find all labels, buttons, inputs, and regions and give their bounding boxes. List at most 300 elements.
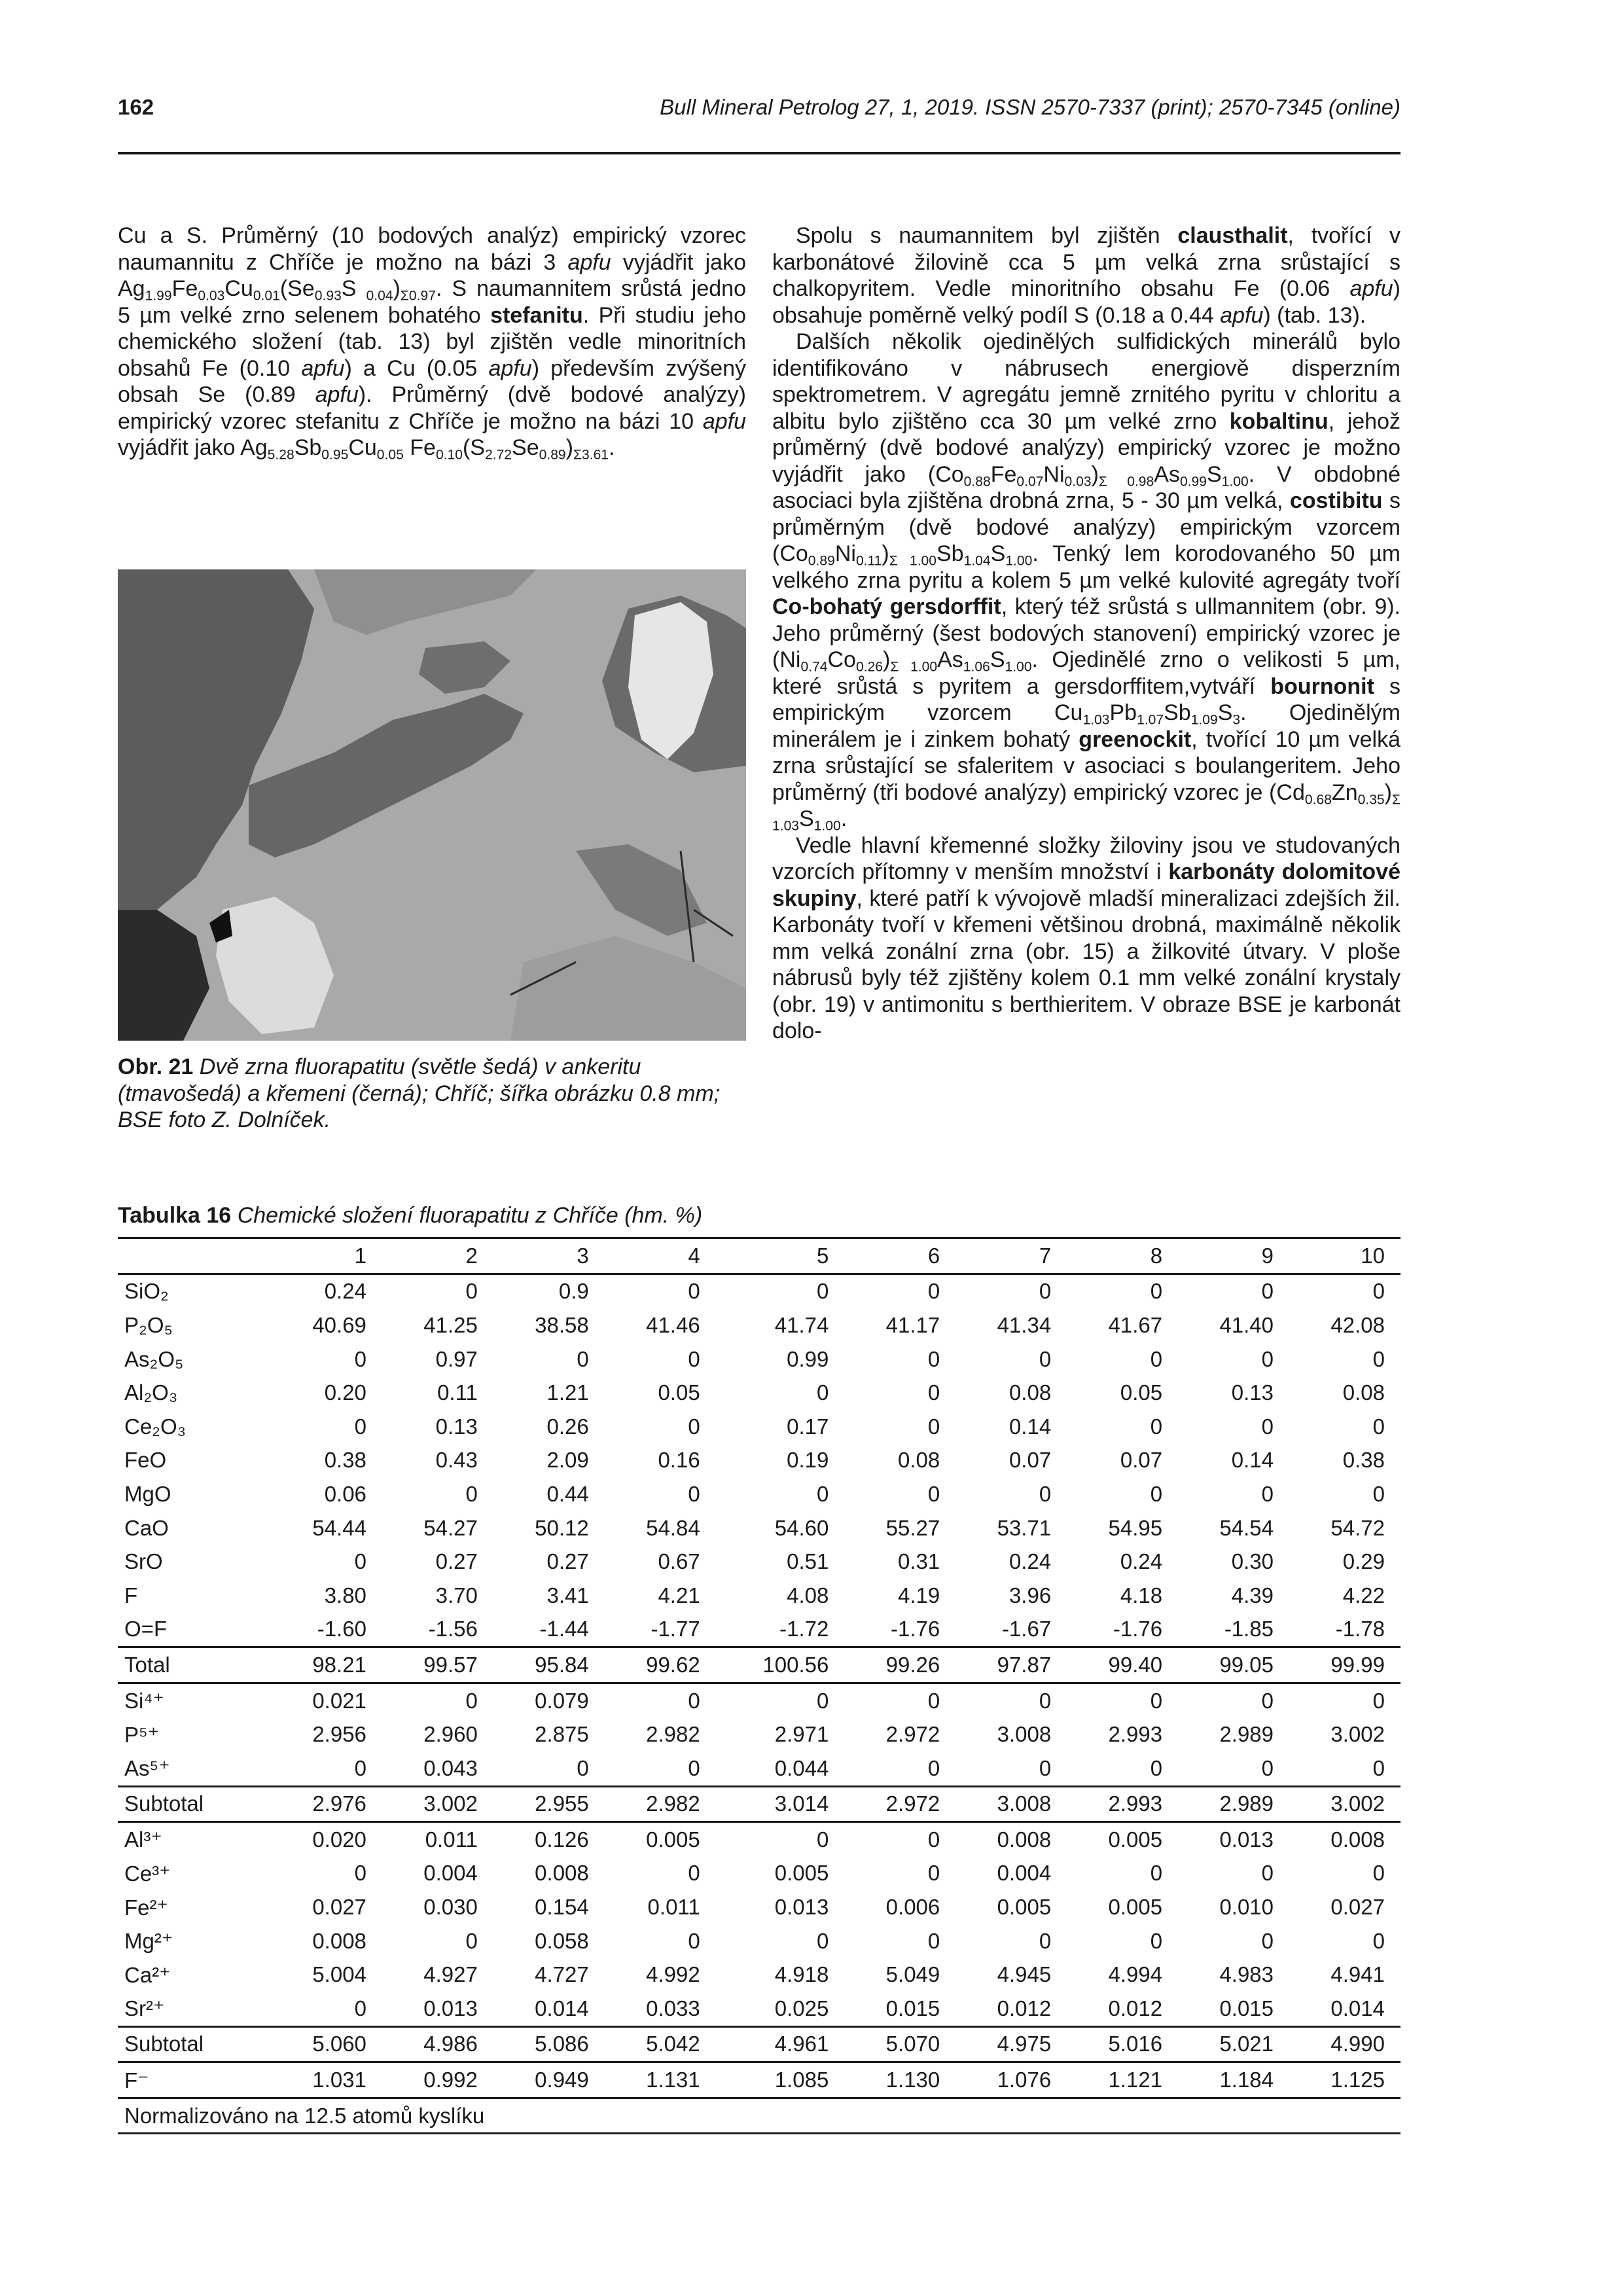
table-cell: 0 <box>1372 1414 1385 1439</box>
table-cell: 0 <box>354 1549 366 1574</box>
table-row <box>118 1579 1400 1613</box>
table-row <box>118 1857 1400 1891</box>
table-cell: 0 <box>1261 1414 1274 1439</box>
table-cell: 1.031 <box>312 2068 366 2092</box>
table-label: Tabulka 16 <box>118 1203 232 1228</box>
table-cell: 0.008 <box>1330 1827 1385 1852</box>
table-row <box>118 1992 1400 2026</box>
table-cell: 4.18 <box>1120 1583 1163 1607</box>
table-cell: 3.80 <box>324 1583 366 1607</box>
table-cell: 0.38 <box>324 1448 366 1473</box>
table-cell: 0 <box>1372 1279 1385 1304</box>
table-cell: 41.17 <box>885 1312 940 1337</box>
table-cell: -1.72 <box>779 1617 829 1641</box>
row-label: CaO <box>124 1515 169 1540</box>
table-cell: 0.43 <box>435 1448 478 1473</box>
table-cell: 0.9 <box>558 1279 589 1304</box>
table-cell: 0.05 <box>658 1380 700 1405</box>
table-cell: 0 <box>1039 1755 1052 1780</box>
table-cell: 0.14 <box>1231 1448 1274 1473</box>
table-cell: 3.70 <box>435 1583 478 1607</box>
table-cell: 4.927 <box>423 1962 478 1987</box>
table-cell: 0 <box>1372 1481 1385 1506</box>
header-rule <box>118 152 1400 154</box>
table-cell: 3.002 <box>1330 1722 1385 1747</box>
right-column-text <box>772 223 1400 1045</box>
table-cell: 0 <box>688 1861 700 1886</box>
table-cell: 0.013 <box>423 1996 478 2020</box>
row-label: Ca²⁺ <box>124 1962 171 1987</box>
table-cell: 4.990 <box>1330 2032 1385 2056</box>
table-cell: 0 <box>927 1346 940 1371</box>
table-cell: 2.955 <box>535 1791 589 1816</box>
table-cell: 0.20 <box>324 1380 366 1405</box>
table-cell: 0.058 <box>535 1928 589 1953</box>
row-label: F <box>124 1583 138 1607</box>
table-cell: 0 <box>927 1279 940 1304</box>
table-cell: 2.09 <box>546 1448 589 1473</box>
row-label: Subtotal <box>124 1791 204 1816</box>
table-row <box>118 1924 1400 1958</box>
table-cell: 1.130 <box>885 2068 940 2092</box>
table-cell: 2.956 <box>312 1722 366 1747</box>
table-cell: 0 <box>927 1688 940 1713</box>
table-cell: 54.72 <box>1330 1515 1385 1540</box>
table-cell: 0 <box>1372 1928 1385 1953</box>
table-cell: -1.77 <box>651 1617 700 1641</box>
paragraph: Vedle hlavní křemenné složky žiloviny jsou ve studovaných vzorcích přítomny v menším množství i karbonáty dolomitové skupiny, které patří k vývojově mladší mineralizaci zdejších žil. Karbonáty tvoří v křemeni většinou drobná, maximálně několik mm velká zonální zrna (obr. 15) a žilkovité útvary. V ploše nábrusů byly též zjištěny kolem 0.1 mm velké zonální krystaly (obr. 19) v antimonitu s berthieritem. V obraze BSE je karbonát dolo- <box>772 833 1401 1043</box>
table-cell: 2.875 <box>535 1722 589 1747</box>
row-label: Ce³⁺ <box>124 1861 171 1886</box>
table-cell: 0.13 <box>435 1414 478 1439</box>
row-label: FeO <box>124 1448 167 1473</box>
table-cell: 54.27 <box>423 1515 478 1540</box>
row-label: As₂O₅ <box>124 1346 184 1371</box>
table-cell: 0.014 <box>1330 1996 1385 2020</box>
table-cell: 0.05 <box>1120 1380 1163 1405</box>
table-cell: 100.56 <box>762 1652 829 1677</box>
table-cell: 0.29 <box>1342 1549 1385 1574</box>
row-label: Sr²⁺ <box>124 1996 165 2021</box>
table-row <box>118 1444 1400 1478</box>
row-label: Fe²⁺ <box>124 1895 168 1920</box>
table-cell: 0 <box>688 1928 700 1953</box>
header-cell: 9 <box>1261 1243 1274 1268</box>
table-cell: 0 <box>1372 1755 1385 1780</box>
table-cell: 99.57 <box>423 1652 478 1677</box>
table-cell: 0 <box>1372 1861 1385 1886</box>
table-cell: 0.014 <box>535 1996 589 2020</box>
table-cell: 0 <box>1150 1346 1163 1371</box>
table-cell: 3.002 <box>1330 1791 1385 1816</box>
table-cell: 1.085 <box>774 2068 829 2092</box>
table-cell: 55.27 <box>885 1515 940 1540</box>
table-cell: 1.184 <box>1219 2068 1274 2092</box>
table-cell: 0.012 <box>1108 1996 1163 2020</box>
table-cell: 0 <box>688 1346 700 1371</box>
table-cell: 4.727 <box>535 1962 589 1987</box>
table-cell: 0 <box>927 1414 940 1439</box>
table-cell: 0 <box>354 1346 366 1371</box>
table-cell: 99.99 <box>1330 1652 1385 1677</box>
table-cell: 0.26 <box>546 1414 589 1439</box>
table-cell: 0.020 <box>312 1827 366 1852</box>
table-cell: 4.08 <box>787 1583 829 1607</box>
table-cell: -1.60 <box>317 1617 366 1641</box>
header-cell <box>118 1238 271 1274</box>
table-cell: 99.62 <box>646 1652 700 1677</box>
table-cell: 1.076 <box>997 2068 1052 2092</box>
table-cell: -1.56 <box>428 1617 478 1641</box>
row-label: As⁵⁺ <box>124 1756 170 1781</box>
table-cell: 0.004 <box>997 1861 1052 1886</box>
table-cell: 0.126 <box>535 1827 589 1852</box>
table-cell: 0 <box>816 1928 829 1953</box>
left-column-text <box>118 223 746 461</box>
caption-text: Dvě zrna fluorapatitu (světle šedá) v ankeritu (tmavošedá) a křemeni (černá); Chříč; šířka obrázku 0.8 mm; BSE foto Z. Dolníček. <box>118 1054 721 1132</box>
table-cell: 0 <box>1039 1481 1052 1506</box>
table-cell: 0 <box>1261 1928 1274 1953</box>
table-cell: 5.004 <box>312 1962 366 1987</box>
table-cell: 3.002 <box>423 1791 478 1816</box>
caption-label: Obr. 21 <box>118 1054 194 1079</box>
table-cell: 0 <box>1372 1688 1385 1713</box>
table-row <box>118 1511 1400 1545</box>
table-cell: 2.989 <box>1219 1722 1274 1747</box>
table-cell: 0 <box>1261 1861 1274 1886</box>
table-cell: 0 <box>465 1688 478 1713</box>
table-cell: 0 <box>688 1688 700 1713</box>
table-cell: 40.69 <box>312 1312 366 1337</box>
table-cell: 4.992 <box>646 1962 700 1987</box>
table-cell: 4.22 <box>1342 1583 1385 1607</box>
table-footnote: Normalizováno na 12.5 atomů kyslíku <box>124 2103 485 2128</box>
bse-micrograph <box>118 569 746 1041</box>
table-cell: 0 <box>688 1755 700 1780</box>
table-cell: 0.033 <box>646 1996 700 2020</box>
table-cell: 0.015 <box>1219 1996 1274 2020</box>
table-cell: 3.008 <box>997 1791 1052 1816</box>
table-cell: 0.27 <box>435 1549 478 1574</box>
table-cell: 41.40 <box>1219 1312 1274 1337</box>
table-cell: 0 <box>1372 1346 1385 1371</box>
table-cell: 0 <box>1261 1481 1274 1506</box>
table-cell: 0.004 <box>423 1861 478 1886</box>
table-cell: 0.044 <box>774 1755 829 1780</box>
row-label: Si⁴⁺ <box>124 1689 164 1713</box>
table-cell: 0 <box>688 1279 700 1304</box>
table-cell: 0.97 <box>435 1346 478 1371</box>
table-cell: 0.07 <box>1008 1448 1052 1473</box>
table-cell: 0.010 <box>1219 1895 1274 1920</box>
table-cell: 54.60 <box>774 1515 829 1540</box>
running-header <box>118 95 1400 134</box>
table-cell: 3.96 <box>1008 1583 1052 1607</box>
table-cell: 2.960 <box>423 1722 478 1747</box>
table-cell: 2.971 <box>774 1722 829 1747</box>
table-cell: 0.24 <box>324 1279 366 1304</box>
header-cell: 5 <box>816 1243 829 1268</box>
paragraph: Cu a S. Průměrný (10 bodových analýz) empirický vzorec naumannitu z Chříče je možno na bázi 3 apfu vyjádřit jako $Ag_{1.99}Fe_{0.03}Cu_{0.01}(Se_{0.93}S$ $_{0.04})_{\Sigma 0.97}$. S naumannitem srůstá jedno 5 µm velké zrno selenem bohatého stefanitu. Při studiu jeho chemického složení (tab. 13) byl zjištěn vedle minoritních obsahů Fe (0.10 apfu) a Cu (0.05 apfu) především zvýšený obsah Se (0.89 apfu). Průměrný (dvě bodové analýzy) empirický vzorec stefanitu z Chříče je možno na bázi 10 apfu vyjádřit jako $Ag_{5.28}Sb_{0.95}Cu_{0.05}$ $Fe_{0.10}(S_{2.72}Se_{0.89})_{\Sigma 3.61}$. <box>118 223 747 463</box>
table-cell: 3.008 <box>997 1722 1052 1747</box>
table-cell: 2.972 <box>885 1722 940 1747</box>
table-cell: 0 <box>688 1414 700 1439</box>
table-header-row <box>118 1238 1400 1274</box>
table-cell: 0.005 <box>1108 1895 1163 1920</box>
table-cell: 99.05 <box>1219 1652 1274 1677</box>
header-cell: 4 <box>688 1243 700 1268</box>
table-cell: 38.58 <box>535 1312 589 1337</box>
table-cell: 0.992 <box>423 2068 478 2092</box>
table-row <box>118 1545 1400 1579</box>
row-label: MgO <box>124 1481 171 1506</box>
table-cell: 0.31 <box>898 1549 940 1574</box>
table-cell: 97.87 <box>997 1652 1052 1677</box>
table-cell: 2.989 <box>1219 1791 1274 1816</box>
table-cell: 0.025 <box>774 1996 829 2020</box>
row-label: Ce₂O₃ <box>124 1414 187 1439</box>
header-cell: 10 <box>1361 1243 1385 1268</box>
table-cell: 0.17 <box>787 1414 829 1439</box>
header-cell: 3 <box>577 1243 589 1268</box>
table-row <box>118 1376 1400 1410</box>
table-row <box>118 1477 1400 1511</box>
table-cell: 5.070 <box>885 2032 940 2056</box>
table-cell: 5.049 <box>885 1962 940 1987</box>
table-cell: 54.44 <box>312 1515 366 1540</box>
table-cell: -1.85 <box>1224 1617 1274 1641</box>
table-cell: 0 <box>1150 1755 1163 1780</box>
table-cell: 3.41 <box>546 1583 589 1607</box>
table-cell: 0.30 <box>1231 1549 1274 1574</box>
table-cell: 0 <box>816 1279 829 1304</box>
table-cell: 41.46 <box>646 1312 700 1337</box>
table-cell: 0.008 <box>535 1861 589 1886</box>
table-caption: Chemické složení fluorapatitu z Chříče (hm. %) <box>237 1203 703 1228</box>
table-cell: 0.949 <box>535 2068 589 2092</box>
table-cell: 0.16 <box>658 1448 700 1473</box>
table-cell: 4.986 <box>423 2032 478 2056</box>
table-cell: 54.54 <box>1219 1515 1274 1540</box>
table-cell: 0.08 <box>1008 1380 1052 1405</box>
table-cell: 4.994 <box>1108 1962 1163 1987</box>
table-cell: 0 <box>816 1380 829 1405</box>
table-cell: 4.21 <box>658 1583 700 1607</box>
table-cell: 5.021 <box>1219 2032 1274 2056</box>
table-cell: 0 <box>577 1755 589 1780</box>
table-cell: 0.005 <box>646 1827 700 1852</box>
table-cell: -1.44 <box>539 1617 589 1641</box>
table-row <box>118 2062 1400 2098</box>
table-cell: 4.941 <box>1330 1962 1385 1987</box>
header-cell: 2 <box>465 1243 478 1268</box>
table-cell: 1.21 <box>546 1380 589 1405</box>
table-cell: 2.982 <box>646 1722 700 1747</box>
table-cell: 0 <box>1039 1688 1052 1713</box>
table-cell: 5.086 <box>535 2032 589 2056</box>
table-cell: 99.26 <box>885 1652 940 1677</box>
table-cell: 0 <box>816 1827 829 1852</box>
table-cell: 0.005 <box>997 1895 1052 1920</box>
table-cell: 0 <box>1261 1279 1274 1304</box>
figure-caption <box>118 1054 746 1134</box>
table-cell: 0 <box>354 1861 366 1886</box>
table-cell: 98.21 <box>312 1652 366 1677</box>
table-cell: 0 <box>1039 1346 1052 1371</box>
table-cell: 0 <box>577 1346 589 1371</box>
table-row <box>118 1410 1400 1444</box>
table-cell: 0 <box>1150 1279 1163 1304</box>
table-cell: 4.961 <box>774 2032 829 2056</box>
table-cell: 41.25 <box>423 1312 478 1337</box>
table-cell: 4.983 <box>1219 1962 1274 1987</box>
table-cell: 0.27 <box>546 1549 589 1574</box>
table-cell: 0 <box>927 1481 940 1506</box>
table-row <box>118 1717 1400 1751</box>
row-label: Total <box>124 1652 170 1677</box>
table-cell: 0.154 <box>535 1895 589 1920</box>
table-cell: 0 <box>1261 1755 1274 1780</box>
table-cell: 1.131 <box>646 2068 700 2092</box>
table-row <box>118 1308 1400 1342</box>
table-cell: 0 <box>465 1928 478 1953</box>
table-cell: 50.12 <box>535 1515 589 1540</box>
table-row <box>118 1786 1400 1822</box>
table-cell: 2.972 <box>885 1791 940 1816</box>
table-cell: 42.08 <box>1330 1312 1385 1337</box>
table-row <box>118 2026 1400 2062</box>
table-cell: 0.08 <box>1342 1380 1385 1405</box>
table-cell: 0.11 <box>437 1380 478 1405</box>
table-cell: 41.67 <box>1108 1312 1163 1337</box>
header-cell: 7 <box>1039 1243 1052 1268</box>
table-cell: 0.005 <box>774 1861 829 1886</box>
table-cell: 0.013 <box>774 1895 829 1920</box>
table-cell: 2.993 <box>1108 1722 1163 1747</box>
table-cell: -1.78 <box>1335 1617 1385 1641</box>
table-cell: 0.027 <box>1330 1895 1385 1920</box>
table-cell: 4.39 <box>1231 1583 1274 1607</box>
paragraph: Spolu s naumannitem byl zjištěn clausthalit, tvořící v karbonátové žilovině cca 5 µm velká zrna srůstající s chalkopyritem. Vedle minoritního obsahu Fe (0.06 apfu) obsahuje poměrně velký podíl S (0.18 a 0.44 apfu) (tab. 13). <box>772 223 1400 328</box>
table-cell: 54.84 <box>646 1515 700 1540</box>
table-cell: 0.043 <box>423 1755 478 1780</box>
table-cell: 99.40 <box>1108 1652 1163 1677</box>
table-cell: 0.027 <box>312 1895 366 1920</box>
table-cell: 0 <box>927 1827 940 1852</box>
row-label: Subtotal <box>124 2032 204 2056</box>
table-cell: 0 <box>927 1861 940 1886</box>
table-cell: 4.19 <box>898 1583 940 1607</box>
journal-citation: Bull Mineral Petrolog 27, 1, 2019. ISSN 2570-7337 (print); 2570-7345 (online) <box>660 95 1400 119</box>
row-label: F⁻ <box>124 2068 149 2092</box>
table-cell: 41.74 <box>774 1312 829 1337</box>
table-cell: 0.19 <box>787 1448 829 1473</box>
table-cell: 0 <box>1150 1688 1163 1713</box>
header-cell: 1 <box>354 1243 366 1268</box>
table-cell: 0.44 <box>546 1481 589 1506</box>
page-number: 162 <box>118 95 154 119</box>
row-label: Mg²⁺ <box>124 1929 173 1954</box>
table-cell: 4.975 <box>997 2032 1052 2056</box>
table-cell: 95.84 <box>535 1652 589 1677</box>
table-cell: 0.06 <box>324 1481 366 1506</box>
header-cell: 8 <box>1150 1243 1163 1268</box>
table-cell: 0.005 <box>1108 1827 1163 1852</box>
table-cell: 0 <box>1039 1279 1052 1304</box>
table-cell: -1.76 <box>891 1617 940 1641</box>
chemical-composition-table <box>118 1237 1400 2134</box>
table-cell: 0.38 <box>1342 1448 1385 1473</box>
table-cell: 2.982 <box>646 1791 700 1816</box>
table-cell: -1.76 <box>1113 1617 1163 1641</box>
table-cell: 0 <box>927 1755 940 1780</box>
row-label: P⁵⁺ <box>124 1722 160 1747</box>
table-cell: 0.011 <box>425 1827 478 1852</box>
table-cell: 0 <box>465 1481 478 1506</box>
table-cell: 0.021 <box>312 1688 366 1713</box>
table-cell: 3.014 <box>774 1791 829 1816</box>
table-cell: 0.008 <box>312 1928 366 1953</box>
table-cell: 1.121 <box>1108 2068 1163 2092</box>
table-cell: 0 <box>1150 1481 1163 1506</box>
table-cell: 2.976 <box>312 1791 366 1816</box>
table-cell: 0 <box>1150 1414 1163 1439</box>
table-cell: 0 <box>1261 1346 1274 1371</box>
table-row <box>118 1751 1400 1786</box>
table-cell: 0 <box>816 1688 829 1713</box>
table-cell: 0 <box>354 1414 366 1439</box>
table-cell: 0 <box>927 1380 940 1405</box>
row-label: SrO <box>124 1549 163 1574</box>
table-cell: 0.013 <box>1219 1827 1274 1852</box>
table-cell: 0.011 <box>647 1895 700 1920</box>
table-cell: 0.07 <box>1120 1448 1163 1473</box>
table-cell: 4.945 <box>997 1962 1052 1987</box>
micrograph-image <box>118 569 746 1041</box>
table-footnote-row <box>118 2098 1400 2134</box>
table-cell: 0 <box>1150 1861 1163 1886</box>
table-row <box>118 1890 1400 1924</box>
table-row <box>118 1683 1400 1717</box>
table-cell: 0 <box>1150 1928 1163 1953</box>
table-cell: 0.012 <box>997 1996 1052 2020</box>
table-cell: 5.016 <box>1108 2032 1163 2056</box>
table-row <box>118 1613 1400 1647</box>
table-cell: 0 <box>1039 1928 1052 1953</box>
table-cell: 0.24 <box>1120 1549 1163 1574</box>
table-cell: 0.14 <box>1008 1414 1052 1439</box>
table-cell: -1.67 <box>1001 1617 1052 1641</box>
table-row <box>118 1274 1400 1308</box>
table-cell: 2.993 <box>1108 1791 1163 1816</box>
row-label: Al³⁺ <box>124 1827 162 1852</box>
table-cell: 0 <box>354 1755 366 1780</box>
table-cell: 0.51 <box>787 1549 829 1574</box>
table-cell: 0 <box>927 1928 940 1953</box>
table-row <box>118 1822 1400 1857</box>
table-cell: 0 <box>816 1481 829 1506</box>
table-cell: 4.918 <box>774 1962 829 1987</box>
table-cell: 0 <box>354 1996 366 2020</box>
table-row <box>118 1647 1400 1683</box>
table-cell: 54.95 <box>1108 1515 1163 1540</box>
table-title <box>118 1203 702 1229</box>
table-cell: 0.99 <box>787 1346 829 1371</box>
table-cell: 0 <box>465 1279 478 1304</box>
row-label: O=F <box>124 1617 168 1641</box>
header-cell: 6 <box>927 1243 940 1268</box>
table-cell: 0.24 <box>1008 1549 1052 1574</box>
